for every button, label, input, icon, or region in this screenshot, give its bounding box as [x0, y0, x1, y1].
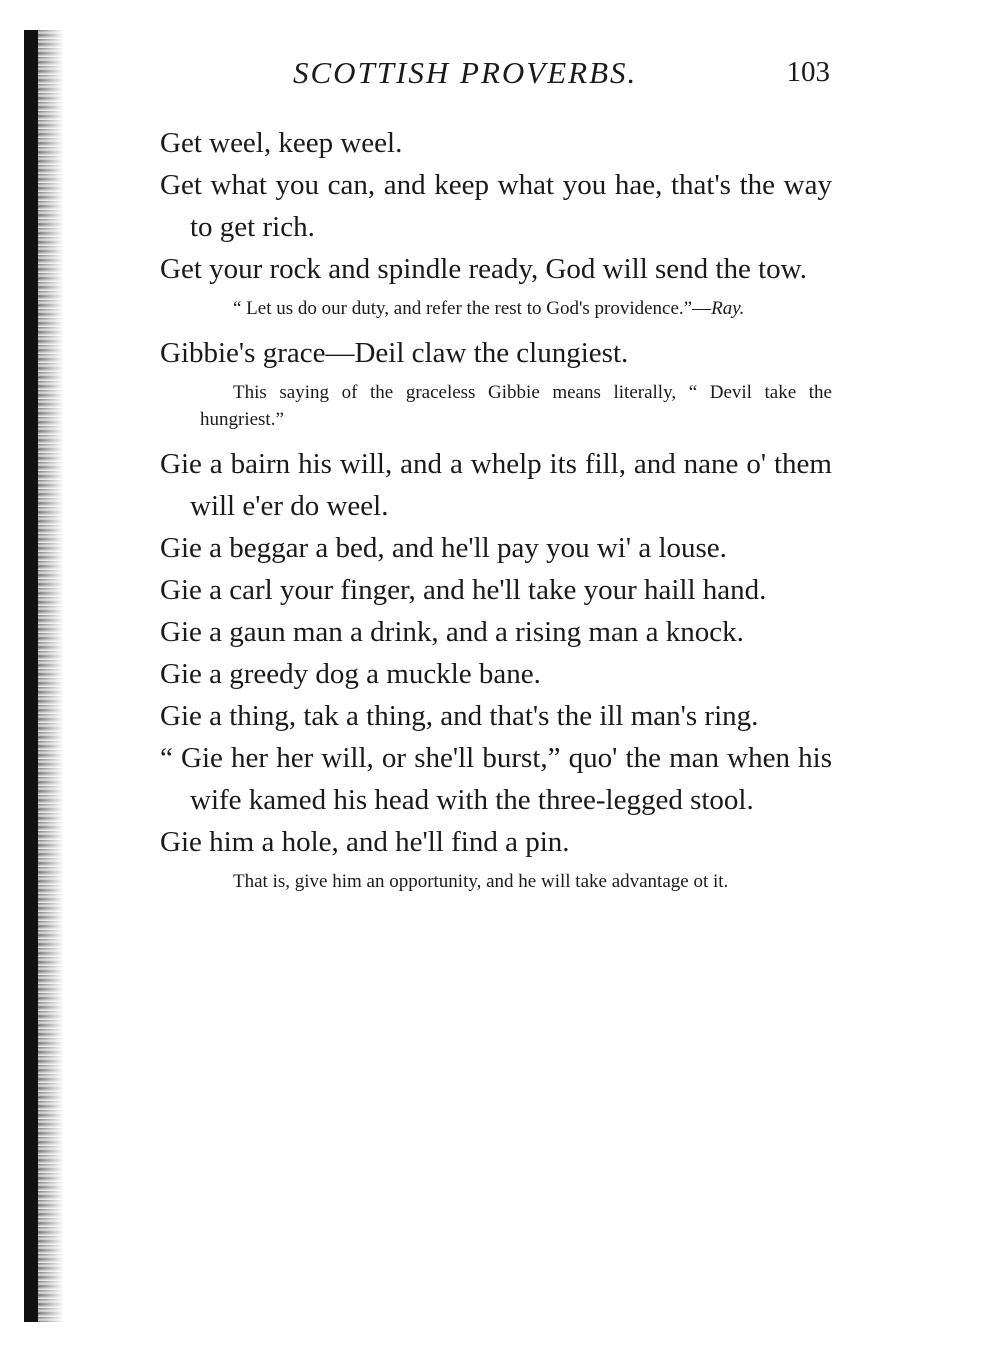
proverb-entry: Gie a gaun man a drink, and a rising man a knock.	[160, 616, 744, 648]
proverb-entry: Get what you can, and keep what you hae, that's the way to get rich.	[160, 169, 832, 243]
proverb-entry: “ Gie her her will, or she'll burst,” quo' the man when his wife kamed his head with the three-legged stool.	[160, 742, 832, 816]
proverb-entry: Gie a beggar a bed, and he'll pay you wi' a louse.	[160, 532, 727, 564]
page-number: 103	[786, 56, 830, 88]
proverb-entry: Gie a thing, tak a thing, and that's the ill man's ring.	[160, 700, 759, 732]
proverb-entry: Gie a greedy dog a muckle bane.	[160, 658, 541, 690]
proverb-entry: Gie a carl your finger, and he'll take your haill hand.	[160, 574, 767, 606]
page-body	[160, 122, 832, 905]
running-title: SCOTTISH PROVERBS.	[293, 55, 638, 90]
explanatory-note: This saying of the graceless Gibbie means literally, “ Devil take the hungriest.”	[200, 382, 832, 430]
explanatory-note	[200, 295, 832, 322]
proverb-entry: Get weel, keep weel.	[160, 127, 403, 159]
proverb-entry: Get your rock and spindle ready, God will send the tow.	[160, 253, 807, 285]
proverb-entry: Gie him a hole, and he'll find a pin.	[160, 826, 570, 858]
proverb-entry: Gibbie's grace—Deil claw the clungiest.	[160, 337, 629, 369]
page-binding-shadow	[38, 30, 64, 1322]
note-text: “ Let us do our duty, and refer the rest to God's providence.”—	[233, 298, 712, 319]
note-citation: Ray.	[711, 298, 745, 319]
page-binding-edge	[24, 30, 38, 1322]
proverb-entry: Gie a bairn his will, and a whelp its fill, and nane o' them will e'er do weel.	[160, 448, 832, 522]
page-header	[160, 55, 832, 101]
explanatory-note: That is, give him an opportunity, and he will take advantage ot it.	[233, 871, 729, 892]
